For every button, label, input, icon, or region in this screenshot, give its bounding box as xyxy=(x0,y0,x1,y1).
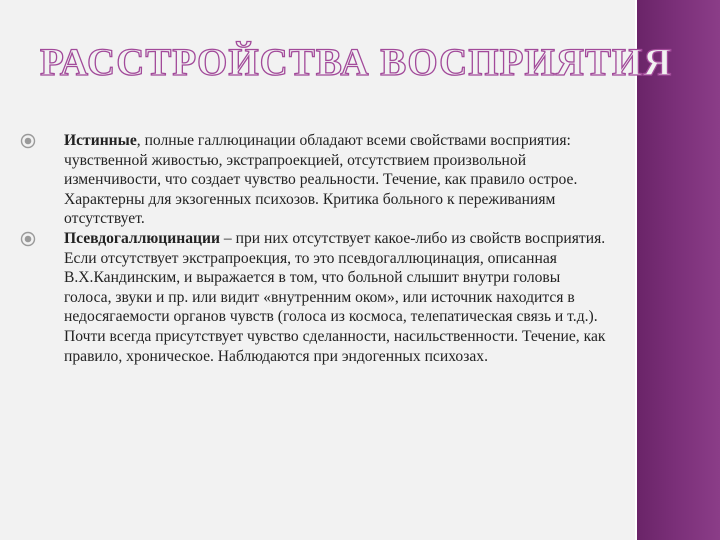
bullet-text: , полные галлюцинации обладают всеми свойствами восприятия: чувственной живостью, экстрапроекцией, отсутствием произвольной изменчивости, что создает чувство реальности. Течение, как правило острое. Характерны для экзогенных психозов. Критика больного к переживаниям отсутствует. xyxy=(64,132,578,228)
circle-bullet-icon xyxy=(20,133,36,149)
bullet-item-true-hallucinations xyxy=(20,131,610,229)
slide-title: РАССТРОЙСТВА ВОСПРИЯТИЯ xyxy=(40,41,673,84)
bullet-text: – при них отсутствует какое-либо из свойств восприятия. Если отсутствует экстрапроекция, то это псевдогаллюцинация, описанная В.Х.Кандинским, и выражается в том, что больной слышит внутри головы голоса, звуки и пр. или видит «внутренним оком», или источник находится в недосягаемости органов чувств (голоса из космоса, телепатическая связь и т.д.). Почти всегда присутствует чувство сделанности, насильственности. Течение, как правило, хроническое. Наблюдаются при эндогенных психозах. xyxy=(64,229,606,365)
bullet-item-pseudohallucinations xyxy=(20,229,610,366)
bullet-list xyxy=(20,131,610,366)
circle-bullet-icon xyxy=(20,231,36,247)
bullet-term: Псевдогаллюцинации xyxy=(64,229,221,247)
bullet-term: Истинные xyxy=(64,132,137,149)
